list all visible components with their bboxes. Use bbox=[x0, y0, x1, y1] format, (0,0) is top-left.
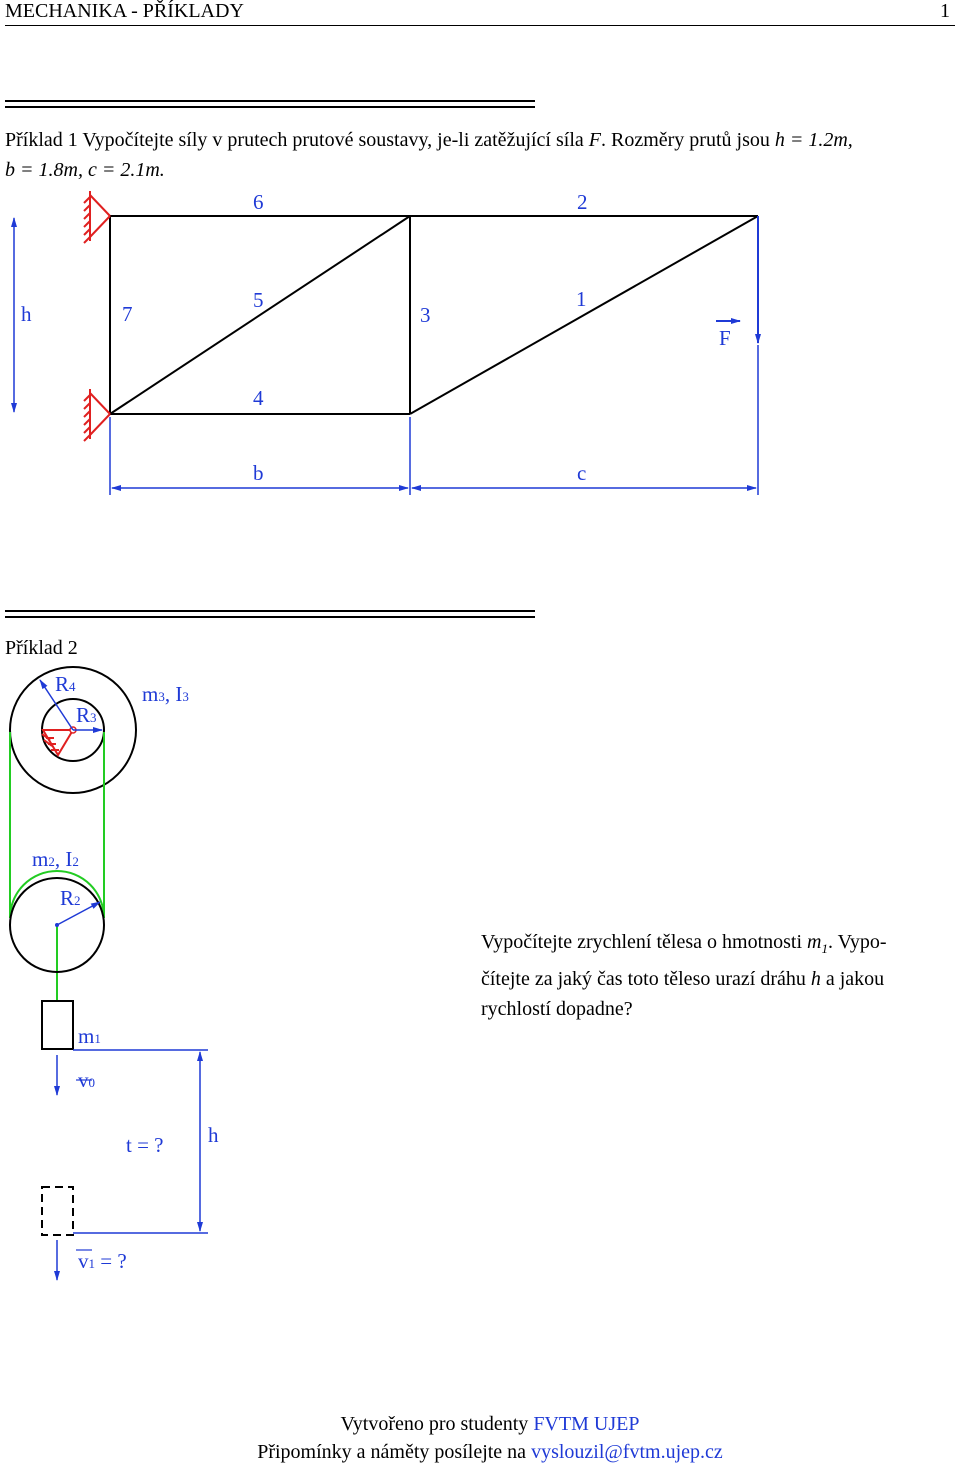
example2-label: Příklad 2 bbox=[5, 637, 78, 659]
footer-line2 bbox=[0, 1438, 960, 1466]
example1-h-value: h = 1.2m, bbox=[774, 129, 853, 151]
question-line1-pre: Vypočítejte zrychlení tělesa o hmotnosti bbox=[481, 931, 803, 953]
label-h: h bbox=[208, 1123, 219, 1147]
example2-question bbox=[481, 927, 957, 1024]
page-number: 1 bbox=[940, 0, 950, 22]
question-line2-pre: čítejte za jaký čas toto těleso urazí dráhu bbox=[481, 968, 806, 990]
label-R4: R4 bbox=[55, 672, 76, 696]
label-R3: R3 bbox=[76, 703, 97, 727]
mass-m1-final bbox=[42, 1187, 73, 1235]
footer-line1 bbox=[0, 1410, 960, 1438]
label-member-6: 6 bbox=[253, 190, 264, 214]
label-m1: m1 bbox=[78, 1024, 101, 1048]
footer-line1-text: Vytvořeno pro studenty bbox=[340, 1413, 529, 1435]
label-member-5: 5 bbox=[253, 288, 264, 312]
label-m2-I2: m2, I2 bbox=[32, 847, 79, 871]
footer bbox=[0, 1410, 960, 1466]
example1-text bbox=[5, 125, 955, 185]
label-dimension-c: c bbox=[577, 461, 587, 485]
label-t: t = ? bbox=[126, 1133, 164, 1157]
truss-members bbox=[110, 216, 758, 414]
lower-pulley-center bbox=[55, 923, 59, 927]
example1-bc-values: b = 1.8m, c = 2.1m. bbox=[5, 159, 165, 181]
dimension-bc bbox=[110, 345, 758, 495]
label-dimension-h: h bbox=[21, 302, 32, 326]
example1-label: Příklad 1 bbox=[5, 129, 78, 151]
label-force-F: F bbox=[719, 326, 731, 350]
mass-m1 bbox=[42, 1001, 73, 1049]
question-h: h bbox=[810, 968, 821, 990]
label-m3-I3: m3, I3 bbox=[142, 682, 189, 706]
support-top bbox=[84, 191, 110, 243]
question-m1: $m_1$ bbox=[807, 931, 828, 956]
footer-line2-text: Připomínky a náměty posílejte na bbox=[257, 1441, 527, 1463]
question-line1-post: . Vypo- bbox=[827, 931, 887, 953]
footer-fvtm-link[interactable]: FVTM UJEP bbox=[533, 1413, 640, 1435]
label-member-2: 2 bbox=[577, 190, 588, 214]
label-member-3: 3 bbox=[420, 303, 431, 327]
example1-text-mid: . Rozměry prutů jsou bbox=[600, 129, 770, 151]
example1-force-symbol: F bbox=[588, 129, 601, 151]
label-member-1: 1 bbox=[576, 287, 587, 311]
label-R2: R2 bbox=[60, 886, 81, 910]
page-header-title: MECHANIKA - PŘÍKLADY bbox=[5, 0, 244, 22]
member-5 bbox=[110, 216, 410, 414]
label-v0: v0 bbox=[78, 1068, 95, 1092]
pulley-figure bbox=[0, 660, 260, 1290]
label-v1: v1 = ? bbox=[78, 1249, 127, 1273]
label-member-4: 4 bbox=[253, 386, 264, 410]
question-line2-post: a jakou bbox=[825, 968, 885, 990]
label-member-7: 7 bbox=[122, 302, 133, 326]
footer-email-link[interactable]: vyslouzil@fvtm.ujep.cz bbox=[531, 1441, 723, 1463]
header-divider bbox=[5, 25, 955, 26]
example1-text-pre: Vypočítejte síly v prutech prutové soustavy, je-li zatěžující síla bbox=[82, 129, 584, 151]
label-dimension-b: b bbox=[253, 461, 264, 485]
member-1 bbox=[410, 216, 758, 414]
pulley-support bbox=[42, 730, 73, 755]
section-divider-1 bbox=[5, 100, 535, 108]
question-line3: rychlostí dopadne? bbox=[481, 998, 633, 1020]
section-divider-2 bbox=[5, 610, 535, 618]
support-bottom bbox=[84, 389, 110, 441]
truss-figure bbox=[0, 185, 800, 505]
